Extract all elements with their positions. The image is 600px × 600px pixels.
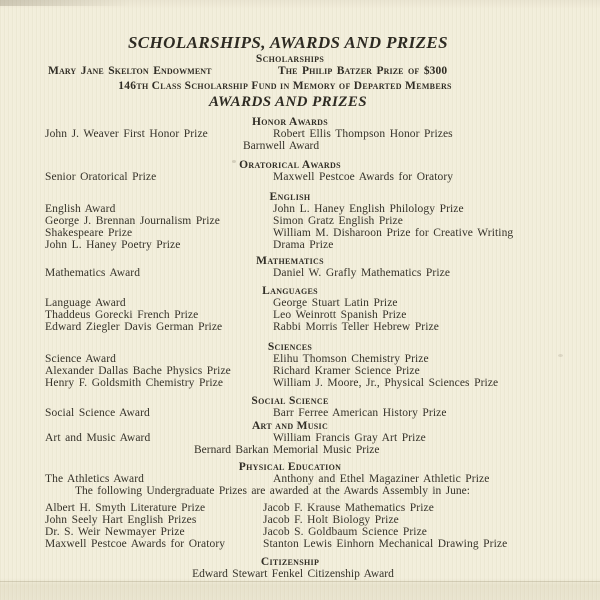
prize-row [0,377,600,389]
prize-name: Jacob F. Holt Biology Prize [263,514,399,526]
undergraduate-prizes-note: The following Undergraduate Prizes are awarded at the Awards Assembly in June: [75,485,470,497]
prize-name: Drama Prize [273,239,334,251]
award-name: Henry F. Goldsmith Chemistry Prize [45,377,224,389]
award-name: John J. Weaver First Honor Prize [45,128,208,140]
prize-name: William M. Disharoon Prize for Creative Writing [273,227,514,239]
section-heading-languages: Languages [262,285,318,297]
award-name: Albert H. Smyth Literature Prize [45,502,206,514]
prize-row [0,227,600,239]
award-name: John Seely Hart English Prizes [45,514,197,526]
award-name: Edward Ziegler Davis German Prize [45,321,223,333]
prize-name: John L. Haney English Philology Prize [273,203,464,215]
prize-row [0,538,600,550]
prize-name: Daniel W. Grafly Mathematics Prize [273,267,451,279]
prize-row [0,171,600,183]
prize-name: William J. Moore, Jr., Physical Sciences Prize [273,377,499,389]
scholarship-row [0,65,600,77]
prize-row [0,526,600,538]
award-name: Science Award [45,353,117,365]
award-name: The Athletics Award [45,473,145,485]
prize-row [0,297,600,309]
award-name: John L. Haney Poetry Prize [45,239,181,251]
award-name: English Award [45,203,116,215]
prize-row [0,473,600,485]
award-name: Senior Oratorical Prize [45,171,157,183]
prize-row [0,502,600,514]
award-name: Social Science Award [45,407,150,419]
prize-name: Bernard Barkan Memorial Music Prize [194,444,380,456]
scholarship-item: The Philip Batzer Prize of $300 [278,65,448,77]
prize-name: George Stuart Latin Prize [273,297,398,309]
prize-row [0,309,600,321]
prize-row [0,203,600,215]
award-name: Thaddeus Gorecki French Prize [45,309,199,321]
prize-name: Leo Weinrott Spanish Prize [273,309,407,321]
prize-row [0,321,600,333]
section-heading-english: English [269,191,311,203]
award-name: Mathematics Award [45,267,141,279]
section-heading-honor-awards: Honor Awards [252,116,328,128]
section-heading-scholarships: Scholarships [255,53,325,65]
section-heading-social-science: Social Science [251,395,329,407]
award-name: Art and Music Award [45,432,151,444]
paper-smudge [0,0,130,6]
page-title: SCHOLARSHIPS, AWARDS AND PRIZES [127,33,449,52]
award-name: Language Award [45,297,126,309]
paper-smudge [558,354,563,357]
prize-row [0,128,600,140]
section-heading-citizenship: Citizenship [260,556,320,568]
prize-name: Simon Gratz English Prize [273,215,403,227]
prize-name: Rabbi Morris Teller Hebrew Prize [273,321,439,333]
award-name: George J. Brennan Journalism Prize [45,215,220,227]
section-heading-art-and-music: Art and Music [251,420,329,432]
prize-name: Jacob S. Goldbaum Science Prize [263,526,427,538]
awards-and-prizes-title: AWARDS AND PRIZES [209,94,367,110]
prize-name: Stanton Lewis Einhorn Mechanical Drawing Prize [263,538,508,550]
prize-row [0,267,600,279]
award-name: Alexander Dallas Bache Physics Prize [45,365,231,377]
prize-row [0,215,600,227]
award-name: Dr. S. Weir Newmayer Prize [45,526,185,538]
section-heading-oratorical-awards: Oratorical Awards [239,159,341,171]
page-bottom-edge [0,581,600,582]
section-heading-sciences: Sciences [267,341,313,353]
scholarship-item: 146th Class Scholarship Fund in Memory of Departed Members [118,80,452,92]
prize-row [0,407,600,419]
prize-name: Edward Stewart Fenkel Citizenship Award [192,568,394,580]
prize-name: Barnwell Award [243,140,320,152]
scholarship-item: Mary Jane Skelton Endowment [48,65,212,77]
section-heading-mathematics: Mathematics [256,255,324,267]
prize-row [0,365,600,377]
prize-row [0,353,600,365]
prize-row [0,239,600,251]
prize-row [0,432,600,444]
prize-name: Richard Kramer Science Prize [273,365,420,377]
prize-name: Barr Ferree American History Prize [273,407,447,419]
prize-row [0,514,600,526]
prize-name: Robert Ellis Thompson Honor Prizes [273,128,453,140]
prize-name: Elihu Thomson Chemistry Prize [273,353,429,365]
prize-name: Jacob F. Krause Mathematics Prize [263,502,434,514]
prize-name: William Francis Gray Art Prize [273,432,426,444]
award-name: Maxwell Pestcoe Awards for Oratory [45,538,226,550]
paper-smudge [232,160,236,163]
prize-name: Anthony and Ethel Magaziner Athletic Prize [273,473,490,485]
award-name: Shakespeare Prize [45,227,133,239]
prize-name: Maxwell Pestcoe Awards for Oratory [273,171,454,183]
section-heading-physical-education: Physical Education [238,461,342,473]
